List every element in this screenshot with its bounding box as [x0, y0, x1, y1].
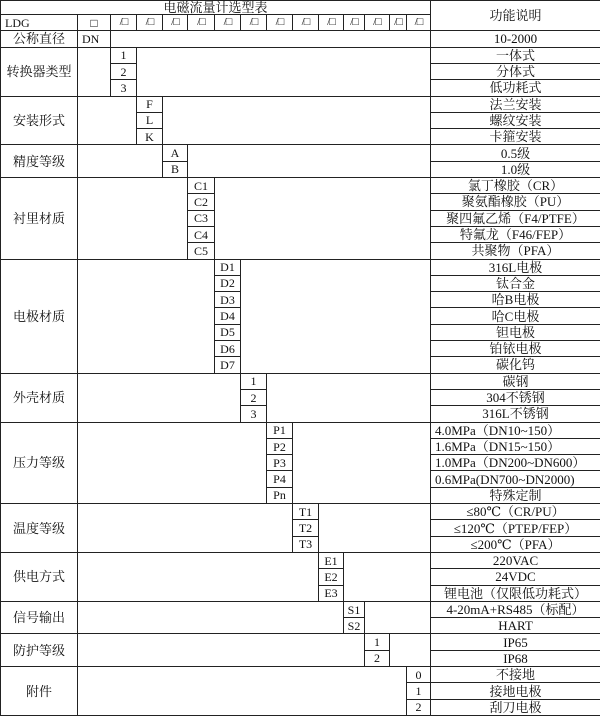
option-code-signal-output-S2: S2 — [344, 618, 365, 634]
option-code-electrode-material-D6: D6 — [215, 341, 241, 357]
option-code-pressure-rating-P3: P3 — [267, 455, 293, 471]
option-code-installation-type-L: L — [137, 113, 163, 129]
empty-cell — [78, 374, 241, 423]
group-label-signal-output: 信号输出 — [1, 602, 78, 635]
option-desc-electrode-material-D6: 铂铱电极 — [431, 341, 600, 357]
option-desc-power-supply-E3: 锂电池（仅限低功耗式） — [431, 586, 600, 602]
option-desc-electrode-material-D5: 钽电极 — [431, 325, 600, 341]
option-code-power-supply-E3: E3 — [319, 586, 344, 602]
empty-cell — [78, 260, 215, 374]
option-desc-electrode-material-D1: 316L电极 — [431, 260, 600, 276]
option-code-housing-material-2: 2 — [241, 390, 267, 406]
option-desc-converter-type-3: 低功耗式 — [431, 80, 600, 96]
option-desc-lining-material-C5: 共聚物（PFA） — [431, 243, 600, 259]
option-desc-converter-type-2: 分体式 — [431, 64, 600, 80]
option-code-converter-type-3: 3 — [111, 80, 137, 96]
option-desc-lining-material-C3: 聚四氟乙烯（F4/PTFE） — [431, 211, 600, 227]
empty-cell — [163, 97, 431, 146]
option-code-housing-material-3: 3 — [241, 406, 267, 422]
option-code-protection-rating-2: 2 — [365, 651, 390, 667]
empty-cell — [78, 634, 365, 667]
option-desc-electrode-material-D3: 哈B电极 — [431, 292, 600, 308]
group-label-protection-rating: 防护等级 — [1, 634, 78, 667]
empty-cell — [78, 97, 137, 146]
option-desc-protection-rating-1: IP65 — [431, 634, 600, 650]
option-desc-housing-material-3: 316L不锈钢 — [431, 406, 600, 422]
group-label-housing-material: 外壳材质 — [1, 374, 78, 423]
empty-cell — [78, 48, 111, 97]
empty-cell — [293, 423, 431, 505]
option-desc-power-supply-E2: 24VDC — [431, 569, 600, 585]
option-code-pressure-rating-P4: P4 — [267, 471, 293, 487]
option-desc-pressure-rating-P3: 1.0MPa（DN200~DN600） — [431, 455, 600, 471]
option-desc-nominal-diameter-DN: 10-2000 — [431, 31, 600, 47]
empty-cell — [390, 634, 431, 667]
option-code-electrode-material-D2: D2 — [215, 276, 241, 292]
group-label-electrode-material: 电极材质 — [1, 260, 78, 374]
model-slot-cell: /□ — [390, 15, 407, 31]
group-label-power-supply: 供电方式 — [1, 553, 78, 602]
option-code-lining-material-C4: C4 — [188, 227, 215, 243]
group-label-nominal-diameter: 公称直径 — [1, 31, 78, 47]
option-desc-pressure-rating-P1: 4.0MPa（DN10~150） — [431, 423, 600, 439]
option-code-nominal-diameter-DN: DN — [78, 31, 111, 47]
option-code-installation-type-K: K — [137, 129, 163, 145]
option-code-converter-type-1: 1 — [111, 48, 137, 64]
option-code-electrode-material-D5: D5 — [215, 325, 241, 341]
model-code-label: LDG — [1, 15, 78, 31]
option-code-lining-material-C3: C3 — [188, 211, 215, 227]
option-code-accessories-1: 1 — [407, 683, 431, 699]
option-code-converter-type-2: 2 — [111, 64, 137, 80]
option-desc-power-supply-E1: 220VAC — [431, 553, 600, 569]
model-slot-cell: /□ — [344, 15, 365, 31]
option-desc-electrode-material-D7: 碳化钨 — [431, 357, 600, 373]
option-code-electrode-material-D3: D3 — [215, 292, 241, 308]
empty-cell — [137, 48, 431, 97]
option-code-housing-material-1: 1 — [241, 374, 267, 390]
option-desc-housing-material-2: 304不锈钢 — [431, 390, 600, 406]
group-label-temperature-rating: 温度等级 — [1, 504, 78, 553]
option-code-lining-material-C2: C2 — [188, 194, 215, 210]
option-desc-accessories-1: 接地电极 — [431, 683, 600, 699]
option-desc-lining-material-C2: 聚氨酯橡胶（PU） — [431, 194, 600, 210]
option-code-pressure-rating-P2: P2 — [267, 439, 293, 455]
option-desc-protection-rating-2: IP68 — [431, 651, 600, 667]
empty-cell — [111, 31, 431, 47]
option-desc-pressure-rating-P4: 0.6MPa(DN700~DN2000) — [431, 471, 600, 487]
option-code-temperature-rating-T2: T2 — [293, 520, 319, 536]
empty-cell — [188, 145, 431, 178]
model-slot-cell: /□ — [407, 15, 431, 31]
group-label-installation-type: 安装形式 — [1, 97, 78, 146]
option-desc-signal-output-S1: 4-20mA+RS485（标配） — [431, 602, 600, 618]
option-code-accessories-0: 0 — [407, 667, 431, 683]
option-code-pressure-rating-P1: P1 — [267, 423, 293, 439]
option-code-electrode-material-D7: D7 — [215, 357, 241, 373]
option-code-power-supply-E2: E2 — [319, 569, 344, 585]
option-code-accuracy-class-A: A — [163, 145, 188, 161]
model-slot-cell: /□ — [293, 15, 319, 31]
option-desc-accessories-2: 刮刀电极 — [431, 700, 600, 716]
group-label-pressure-rating: 压力等级 — [1, 423, 78, 505]
model-slot-cell: /□ — [365, 15, 390, 31]
option-desc-accuracy-class-B: 1.0级 — [431, 162, 600, 178]
model-slot-cell: /□ — [137, 15, 163, 31]
option-code-accessories-2: 2 — [407, 700, 431, 716]
option-desc-housing-material-1: 碳钢 — [431, 374, 600, 390]
option-desc-temperature-rating-T3: ≤200℃（PFA） — [431, 537, 600, 553]
option-desc-accessories-0: 不接地 — [431, 667, 600, 683]
option-code-electrode-material-D1: D1 — [215, 260, 241, 276]
option-code-signal-output-S1: S1 — [344, 602, 365, 618]
model-slot-cell: /□ — [188, 15, 215, 31]
model-slot-cell: /□ — [267, 15, 293, 31]
option-desc-lining-material-C1: 氯丁橡胶（CR） — [431, 178, 600, 194]
empty-cell — [78, 667, 407, 716]
option-desc-signal-output-S2: HART — [431, 618, 600, 634]
empty-cell — [241, 260, 431, 374]
option-desc-installation-type-L: 螺纹安装 — [431, 113, 600, 129]
option-code-lining-material-C5: C5 — [188, 243, 215, 259]
option-code-power-supply-E1: E1 — [319, 553, 344, 569]
function-description-header: 功能说明 — [431, 1, 600, 31]
empty-cell — [78, 553, 319, 602]
option-desc-installation-type-F: 法兰安装 — [431, 97, 600, 113]
option-desc-temperature-rating-T1: ≤80℃（CR/PU） — [431, 504, 600, 520]
option-desc-accuracy-class-A: 0.5级 — [431, 145, 600, 161]
empty-cell — [78, 504, 293, 553]
empty-cell — [319, 504, 431, 553]
option-desc-temperature-rating-T2: ≤120℃（PTEP/FEP） — [431, 520, 600, 536]
empty-cell — [78, 145, 163, 178]
option-code-pressure-rating-Pn: Pn — [267, 488, 293, 504]
option-code-protection-rating-1: 1 — [365, 634, 390, 650]
model-slot-cell: /□ — [319, 15, 344, 31]
option-code-accuracy-class-B: B — [163, 162, 188, 178]
empty-cell — [78, 178, 188, 260]
model-slot-cell: /□ — [215, 15, 241, 31]
model-slot-cell: /□ — [163, 15, 188, 31]
option-desc-converter-type-1: 一体式 — [431, 48, 600, 64]
group-label-accuracy-class: 精度等级 — [1, 145, 78, 178]
option-code-lining-material-C1: C1 — [188, 178, 215, 194]
empty-cell — [267, 374, 431, 423]
option-desc-installation-type-K: 卡箍安装 — [431, 129, 600, 145]
empty-cell — [344, 553, 431, 602]
empty-cell — [78, 423, 267, 505]
group-label-accessories: 附件 — [1, 667, 78, 716]
model-slot-cell: /□ — [111, 15, 137, 31]
option-desc-electrode-material-D2: 钛合金 — [431, 276, 600, 292]
option-code-temperature-rating-T1: T1 — [293, 504, 319, 520]
group-label-converter-type: 转换器类型 — [1, 48, 78, 97]
empty-cell — [365, 602, 431, 635]
table-title: 电磁流量计选型表 — [1, 1, 431, 15]
model-prefix-box-cell: □ — [78, 15, 111, 31]
empty-cell — [215, 178, 431, 260]
option-code-temperature-rating-T3: T3 — [293, 537, 319, 553]
option-code-electrode-material-D4: D4 — [215, 308, 241, 324]
option-desc-pressure-rating-Pn: 特殊定制 — [431, 488, 600, 504]
model-slot-cell: /□ — [241, 15, 267, 31]
option-desc-pressure-rating-P2: 1.6MPa（DN15~150） — [431, 439, 600, 455]
group-label-lining-material: 衬里材质 — [1, 178, 78, 260]
option-desc-lining-material-C4: 特氟龙（F46/FEP） — [431, 227, 600, 243]
option-code-installation-type-F: F — [137, 97, 163, 113]
option-desc-electrode-material-D4: 哈C电极 — [431, 308, 600, 324]
empty-cell — [78, 602, 344, 635]
